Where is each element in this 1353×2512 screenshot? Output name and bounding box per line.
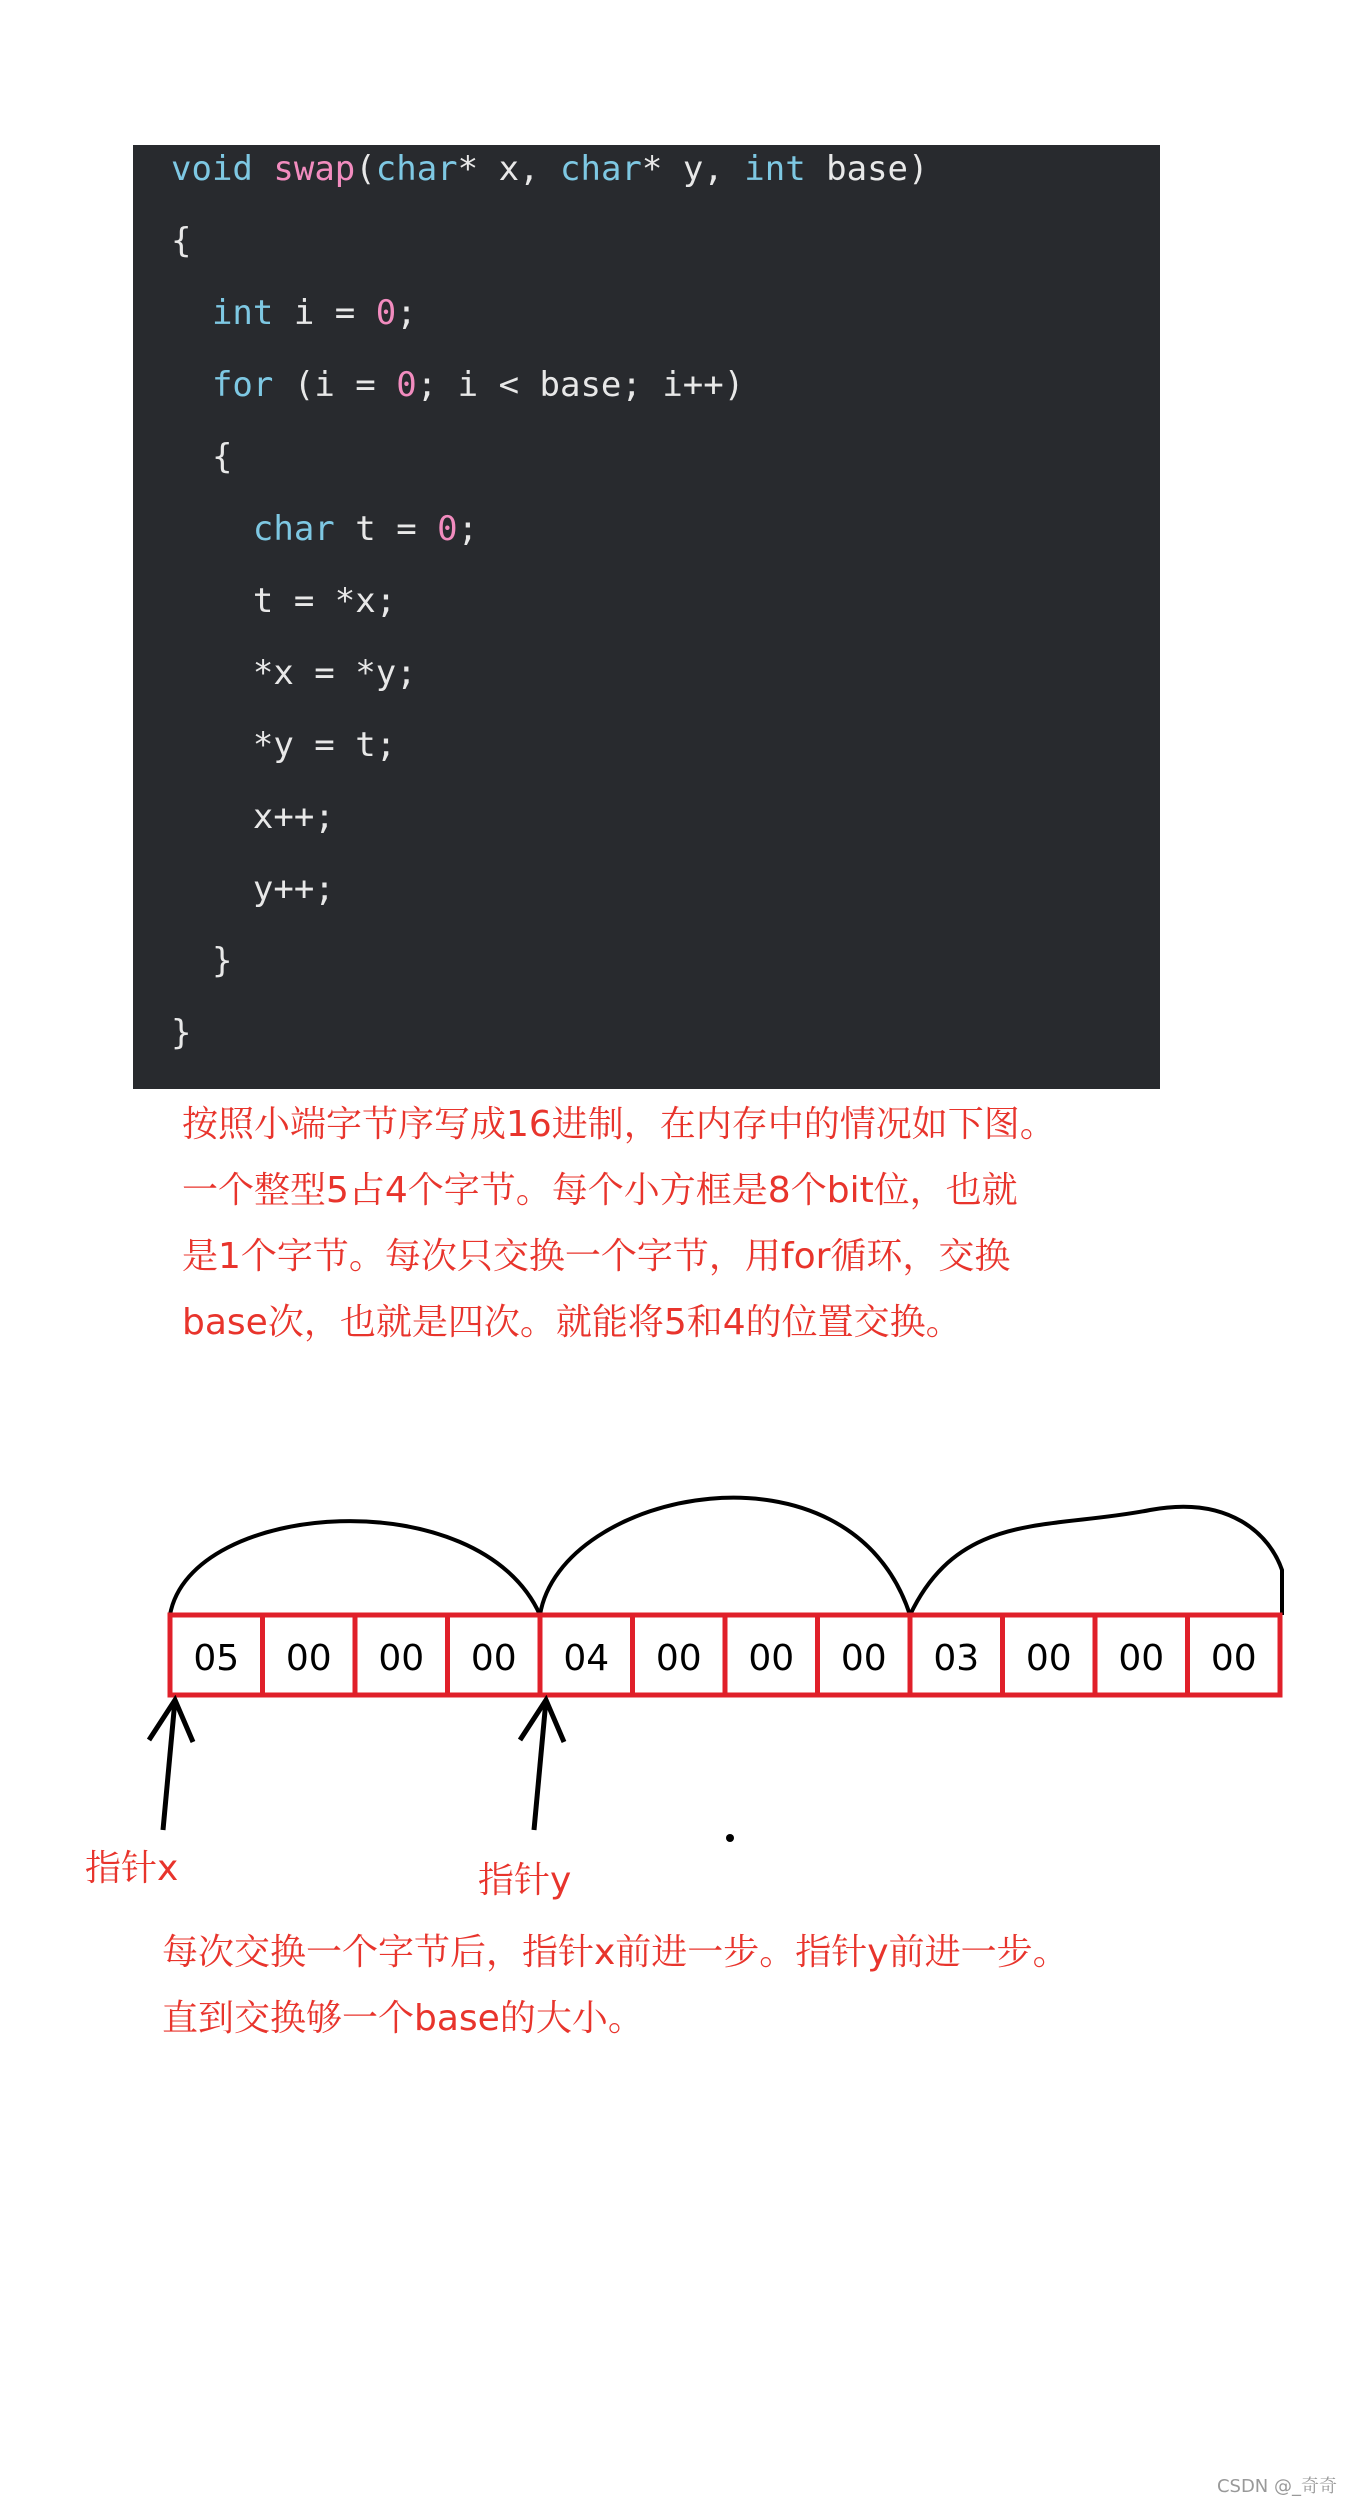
code-token: ( <box>355 149 376 189</box>
code-line <box>171 941 232 981</box>
code-token: { <box>171 437 233 477</box>
code-token: int <box>211 293 274 333</box>
code-line <box>171 653 417 693</box>
code-token: swap <box>273 149 356 189</box>
code-line <box>171 1013 191 1053</box>
code-token: int <box>744 149 806 189</box>
code-line <box>171 869 335 909</box>
code-line <box>171 725 396 765</box>
code-token: *x = *y; <box>171 653 417 693</box>
code-token: ; i < base; i++) <box>416 365 745 405</box>
explanation-line: base次，也就是四次。就能将5和4的位置交换。 <box>182 1302 962 1343</box>
memory-diagram <box>0 1440 1353 1960</box>
watermark: CSDN @_奇奇 <box>1216 2476 1337 2497</box>
code-token: char <box>375 149 458 189</box>
byte-cell: 04 <box>563 1638 610 1679</box>
explanation-line: 是1个字节。每次只交换一个字节，用for循环，交换 <box>182 1236 1011 1277</box>
group-arc-1 <box>170 1521 540 1615</box>
code-token: { <box>171 221 192 261</box>
byte-cell: 00 <box>378 1638 425 1679</box>
byte-cell: 00 <box>748 1638 795 1679</box>
code-line <box>171 149 929 189</box>
code-token: for <box>211 365 274 405</box>
byte-cell: 00 <box>655 1638 702 1679</box>
code-token: x++; <box>171 797 335 837</box>
group-arc-2 <box>540 1498 910 1615</box>
explanation-line: 按照小端字节序写成16进制，在内存中的情况如下图。 <box>182 1104 1056 1145</box>
byte-cell: 05 <box>193 1638 240 1679</box>
code-token: void <box>171 149 253 189</box>
byte-cell: 03 <box>933 1638 980 1679</box>
code-line <box>171 221 191 261</box>
stray-dot <box>726 1834 734 1842</box>
code-line <box>171 365 744 405</box>
code-block <box>133 145 1160 1089</box>
byte-cell: 00 <box>1210 1638 1257 1679</box>
code-token: i = <box>273 293 376 333</box>
group-arc-3 <box>910 1507 1282 1615</box>
step-note-line: 每次交换一个字节后，指针x前进一步。指针y前进一步。 <box>162 1932 1069 1973</box>
code-token <box>253 149 273 189</box>
code-token: char <box>560 149 642 189</box>
byte-cell: 00 <box>840 1638 887 1679</box>
code-token: ; <box>457 509 479 549</box>
code-token: } <box>171 941 233 981</box>
code-token: *y = t; <box>171 725 397 765</box>
explanation-line: 一个整型5占4个字节。每个小方框是8个bit位，也就 <box>182 1170 1018 1211</box>
code-line <box>171 581 396 621</box>
byte-cell: 00 <box>1025 1638 1072 1679</box>
code-token: 0 <box>396 365 417 405</box>
code-token <box>171 509 253 549</box>
code-token <box>171 293 212 333</box>
step-note-line: 直到交换够一个base的大小。 <box>162 1998 644 2039</box>
code-token: * x, <box>457 149 560 189</box>
code-line <box>171 509 478 549</box>
code-token: base) <box>805 149 929 189</box>
code-token: char <box>252 509 335 549</box>
code-token: t = <box>334 509 438 549</box>
code-line <box>171 293 417 333</box>
code-token: * y, <box>641 149 745 189</box>
code-token: t = *x; <box>171 581 397 621</box>
byte-cell: 00 <box>285 1638 332 1679</box>
code-token: (i = <box>273 365 397 405</box>
pointer-y-label: 指针y <box>478 1860 572 1901</box>
byte-cell: 00 <box>470 1638 517 1679</box>
code-line <box>171 437 232 477</box>
code-token <box>171 365 212 405</box>
code-token: 0 <box>375 293 397 333</box>
code-token: } <box>171 1013 192 1053</box>
byte-cell: 00 <box>1118 1638 1165 1679</box>
code-line <box>171 797 335 837</box>
code-token: y++; <box>171 869 335 909</box>
code-token: ; <box>396 293 417 333</box>
pointer-x-label: 指针x <box>85 1848 179 1889</box>
code-token: 0 <box>437 509 458 549</box>
